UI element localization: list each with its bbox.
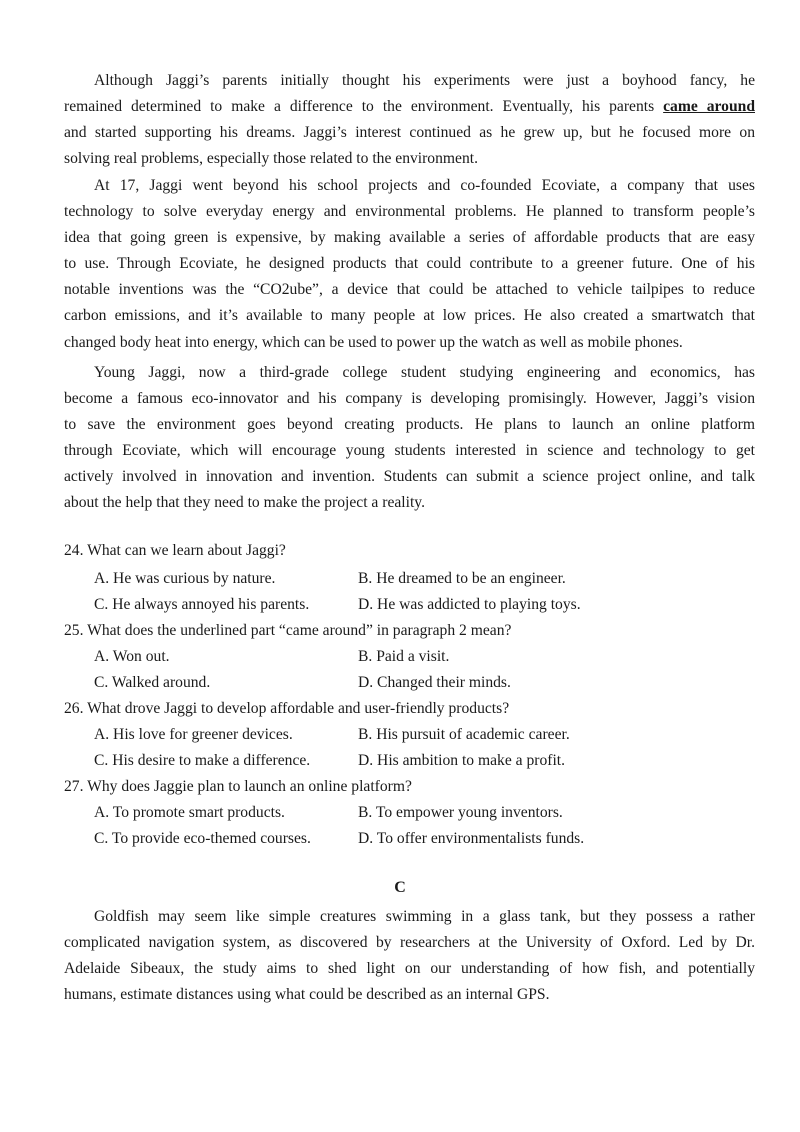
- option-a: A. His love for greener devices.: [94, 726, 293, 743]
- text-line: [64, 94, 755, 120]
- question-stem: 26. What drove Jaggi to develop affordable and user-friendly products?: [64, 700, 510, 717]
- option-d: D. His ambition to make a profit.: [358, 752, 566, 769]
- option-b: B. He dreamed to be an engineer.: [358, 570, 566, 587]
- option-a: A. Won out.: [94, 648, 170, 665]
- option-d: D. To offer environmentalists funds.: [358, 830, 585, 847]
- question-stem: 25. What does the underlined part “came around” in paragraph 2 mean?: [64, 622, 512, 639]
- text-line: solving real problems, especially those related to the environment.: [64, 150, 478, 167]
- question-stem: 27. Why does Jaggie plan to launch an online platform?: [64, 778, 412, 795]
- text-line: Although Jaggi’s parents initially thought his experiments were just a boyhood fancy, he: [94, 72, 755, 89]
- option-c: C. Walked around.: [94, 674, 211, 691]
- text-line: actively involved in innovation and invention. Students can submit a science project online, and talk: [64, 468, 755, 485]
- section-heading: C: [394, 879, 406, 896]
- option-c: C. To provide eco-themed courses.: [94, 830, 311, 847]
- text-line: through Ecoviate, which will encourage young students interested in science and technology to get: [64, 442, 755, 459]
- option-d: D. Changed their minds.: [358, 674, 511, 691]
- option-b: B. Paid a visit.: [358, 648, 450, 665]
- text-line: to use. Through Ecoviate, he designed products that could contribute to a greener future. One of his: [64, 255, 755, 272]
- text-line: about the help that they need to make the project a reality.: [64, 494, 425, 511]
- text-line: Goldfish may seem like simple creatures swimming in a glass tank, but they possess a rather: [94, 908, 755, 925]
- option-b: B. His pursuit of academic career.: [358, 726, 570, 743]
- text-line: and started supporting his dreams. Jaggi’s interest continued as he grew up, but he focused more on: [64, 124, 755, 141]
- option-a: A. He was curious by nature.: [94, 570, 276, 587]
- option-c: C. His desire to make a difference.: [94, 752, 311, 769]
- option-a: A. To promote smart products.: [94, 804, 285, 821]
- text-line: Adelaide Sibeaux, the study aims to shed light on our understanding of how fish, and potentially: [64, 960, 755, 977]
- text-line: Young Jaggi, now a third-grade college student studying engineering and economics, has: [94, 364, 755, 381]
- underlined-phrase: came around: [663, 98, 755, 115]
- text-line: At 17, Jaggi went beyond his school projects and co-founded Ecoviate, a company that uses: [94, 177, 755, 194]
- text-line: complicated navigation system, as discovered by researchers at the University of Oxford. Led by Dr.: [64, 934, 755, 951]
- text-line: idea that going green is expensive, by making available a series of affordable products that are easy: [64, 229, 755, 246]
- text-span: remained determined to make a difference to the environment. Eventually, his parents: [64, 98, 664, 115]
- option-c: C. He always annoyed his parents.: [94, 596, 310, 613]
- text-line: to save the environment goes beyond creating products. He plans to launch an online platform: [64, 416, 755, 433]
- text-line: carbon emissions, and it’s available to many people at low prices. He also created a smartwatch that: [64, 307, 755, 324]
- text-line: technology to solve everyday energy and environmental problems. He planned to transform people’s: [64, 203, 755, 220]
- text-line: become a famous eco-innovator and his company is developing promisingly. However, Jaggi’s vision: [64, 390, 755, 407]
- option-b: B. To empower young inventors.: [358, 804, 563, 821]
- text-line: changed body heat into energy, which can be used to power up the watch as well as mobile phones.: [64, 334, 683, 351]
- option-d: D. He was addicted to playing toys.: [358, 596, 581, 613]
- question-stem: 24. What can we learn about Jaggi?: [64, 542, 286, 559]
- text-line: notable inventions was the “CO2ube”, a device that could be attached to vehicle tailpipes to reduce: [64, 281, 755, 298]
- text-line: humans, estimate distances using what could be described as an internal GPS.: [64, 986, 550, 1003]
